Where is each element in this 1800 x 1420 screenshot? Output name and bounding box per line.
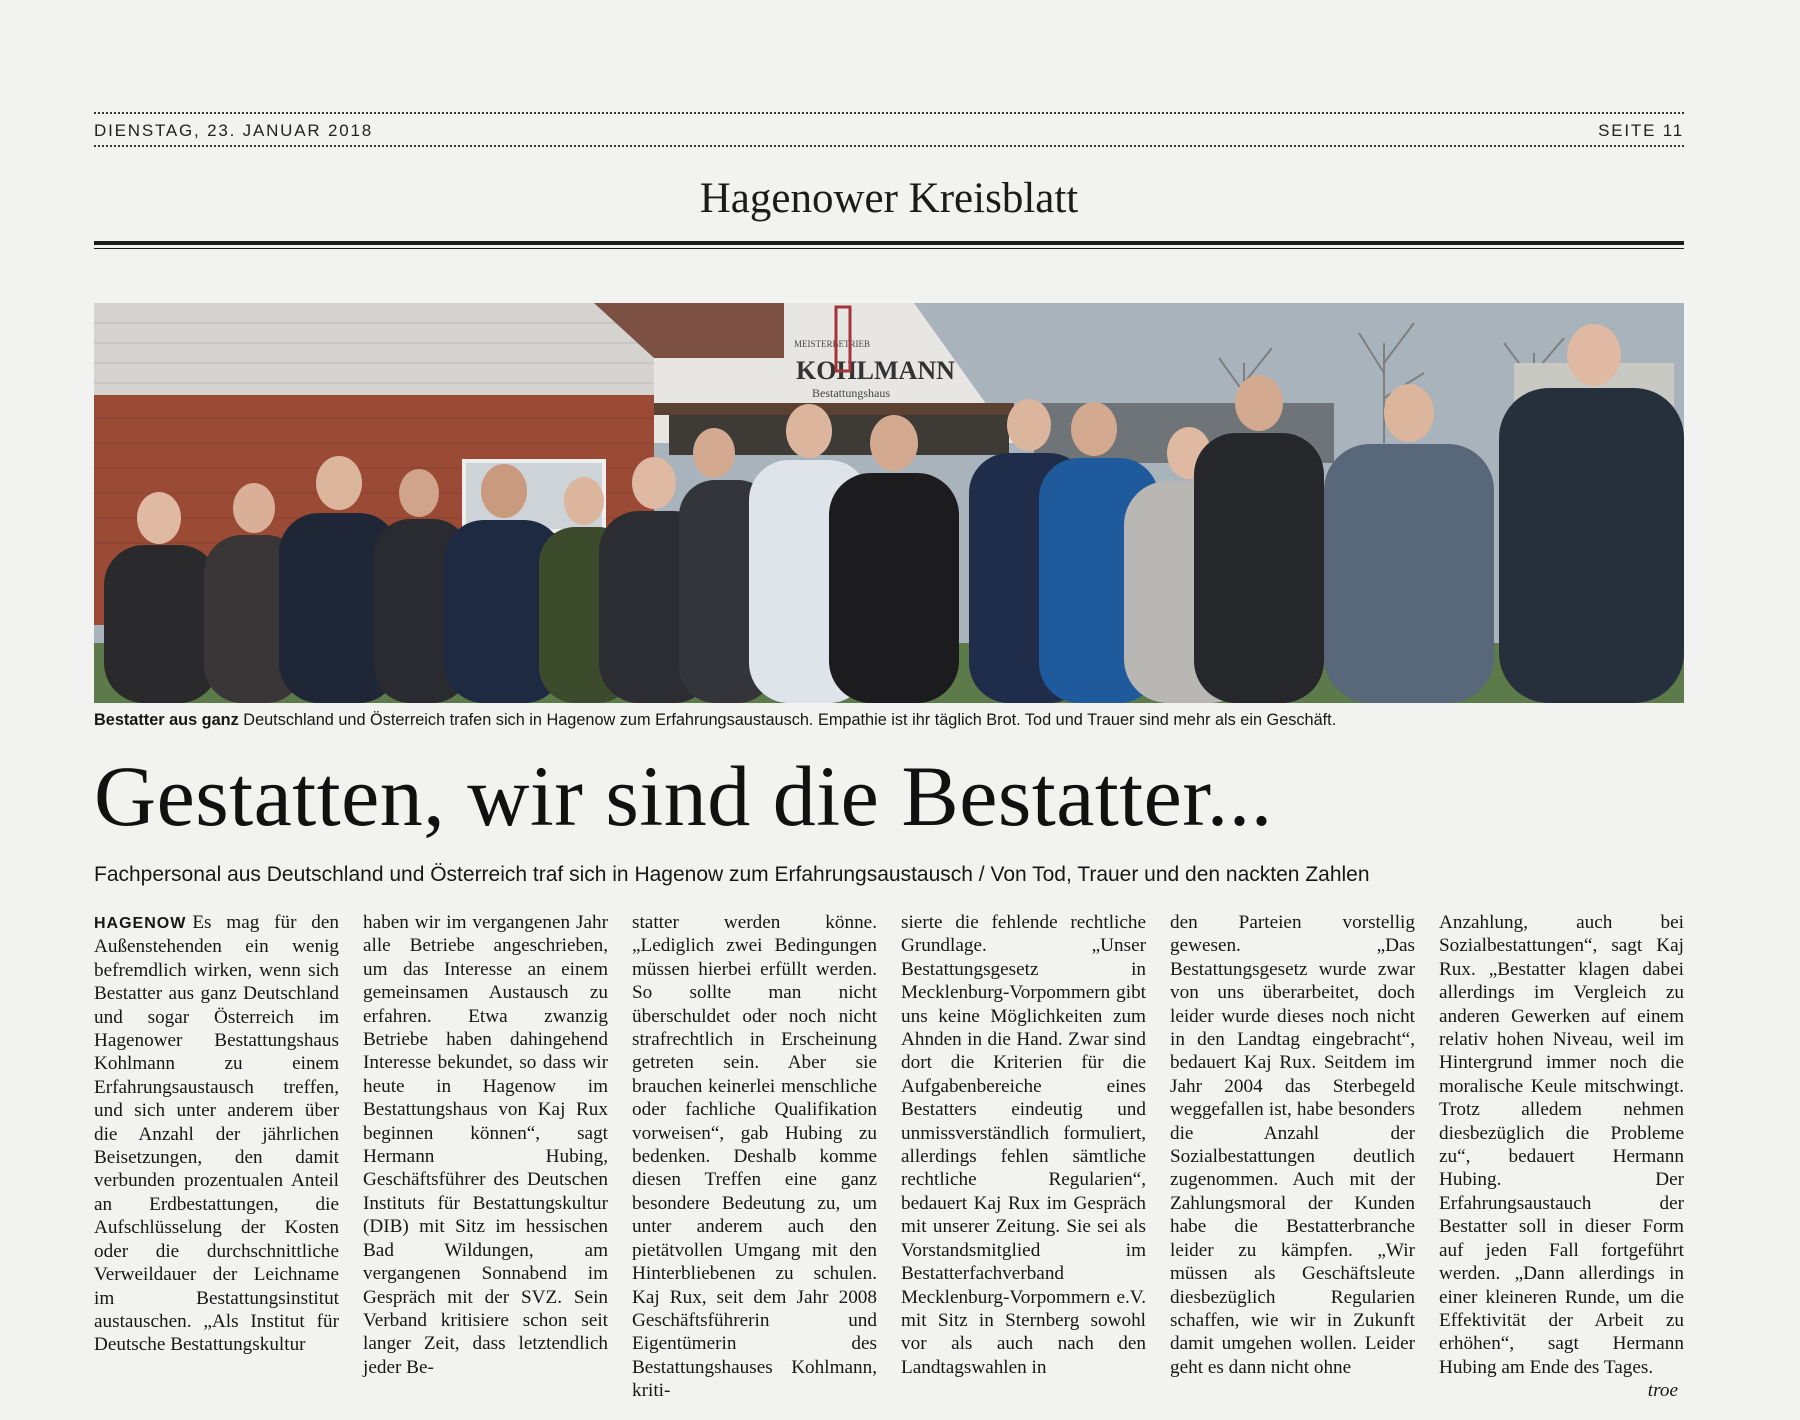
group-photo-illustration (94, 303, 1684, 703)
article-headline: Gestatten, wir sind die Bestatter... (94, 748, 1273, 844)
article-body (94, 911, 1684, 1403)
top-dotted-rule (94, 112, 1684, 114)
masthead: Hagenower Kreisblatt (699, 175, 1079, 222)
article-column-2 (363, 911, 608, 1403)
newspaper-page (94, 112, 1684, 1403)
article-column-3 (632, 911, 877, 1403)
dateline: HAGENOW (94, 915, 187, 932)
masthead-rule-thick (94, 241, 1684, 245)
caption-lead: Bestatter aus ganz (94, 711, 239, 729)
caption-text: Deutschland und Österreich trafen sich in Hagenow zum Erfahrungsaustausch. Empathie ist ihr täglich Brot. Tod und Trauer sind mehr als ein Geschäft. (238, 711, 1337, 729)
column-6-text: Anzahlung, auch bei Sozialbestattungen“, sagt Kaj Rux. „Bestatter klagen dabei allerdings im Vergleich zu anderen Gewerken auf einem relativ hohen Niveau, weil im Hintergrund immer noch die moralische Keule mitschwingt. Trotz alledem nehmen diesbezüglich die Probleme zu“, bedauert Hermann Hubing. Der Erfahrungsaustauch der Bestatter soll in dieser Form auf jeden Fall fortgeführt werden. „Dann allerdings in einer kleineren Runde, um die Effektivität der Arbeit zu erhöhen“, sagt Hermann Hubing am Ende des Tages. (1439, 912, 1684, 1378)
column-4-text: sierte die fehlende rechtliche Grundlage. „Unser Bestattungsgesetz in Mecklenburg-Vorpommern gibt uns keine Möglichkeiten zum Ahnden in die Hand. Zwar sind dort die Kriterien für die Aufgabenbereiche eines Bestatters eindeutig und unmissverständlich formuliert, allerdings fehlen sämtliche rechtliche Regularien“, bedauert Kaj Rux im Gespräch mit unserer Zeitung. Sie sei als Vorstandsmitglied im Bestatterfachverband Mecklenburg-Vorpommern e.V. mit Sitz in Sternberg sowohl vor als auch nach den Landtagswahlen in (901, 912, 1146, 1378)
page-meta (94, 121, 1684, 141)
group-photo (94, 303, 1684, 703)
article-column-4 (901, 911, 1146, 1403)
article-subline: Fachpersonal aus Deutschland und Österreich traf sich in Hagenow zum Erfahrungsaustausch / Von Tod, Trauer und den nackten Zahlen (94, 863, 1370, 886)
column-5-text: den Parteien vorstellig gewesen. „Das Bestattungsgesetz wurde zwar von uns überarbeitet, doch leider wurde dieses noch nicht in den Landtag eingebracht“, bedauert Kaj Rux. Seitdem im Jahr 2004 das Sterbegeld weggefallen ist, habe besonders die Anzahl der Sozialbestattungen deutlich zugenommen. Auch mit der Zahlungsmoral der Kunden habe die Bestatterbranche leider zu kämpfen. „Wir müssen als Geschäftsleute diesbezüglich Regularien schaffen, wie wir in Zukunft damit umgehen wollen. Leider geht es dann nicht ohne (1170, 912, 1415, 1378)
issue-date: DIENSTAG, 23. JANUAR 2018 (94, 121, 373, 140)
masthead-rule-thin (94, 248, 1684, 249)
author-initials: troe (1647, 1380, 1678, 1402)
sign-sub-text: Bestattungshaus (812, 386, 890, 400)
article-column-1 (94, 911, 339, 1403)
page-number: SEITE 11 (1598, 121, 1684, 140)
article-column-6 (1439, 911, 1684, 1403)
column-2-text: haben wir im vergangenen Jahr alle Betriebe angeschrieben, um das Interesse an einem gemeinsamen Austausch zu erfahren. Etwa zwanzig Betriebe haben dahingehend Interesse bekundet, so dass wir heute in Hagenow im Bestattungshaus von Kaj Rux beginnen können“, sagt Hermann Hubing, Geschäftsführer des Deutschen Instituts für Bestattungskultur (DIB) mit Sitz im hessischen Bad Wildungen, am vergangenen Sonnabend im Gespräch mit der SVZ. Sein Verband kritisiere schon seit langer Zeit, dass letztendlich jeder Be- (363, 912, 608, 1378)
column-1-text: Es mag für den Außenstehenden ein wenig befremdlich wirken, wenn sich Bestatter aus ganz Deutschland und sogar Österreich im Hagenower Bestattungshaus Kohlmann zu einem Erfahrungsaustausch treffen, und sich unter anderem über die Anzahl der jährlichen Beisetzungen, den damit verbunden prozentualen Anteil an Erdbestattungen, die Aufschlüsselung der Kosten oder die durchschnittliche Verweildauer der Leichname im Bestattungsinstitut austauschen. „Als Institut für Deutsche Bestattungskultur (94, 912, 339, 1356)
meta-dotted-rule (94, 145, 1684, 147)
sign-small-text: MEISTERBETRIEB (794, 339, 870, 349)
column-3-text: statter werden könne. „Lediglich zwei Bedingungen müssen hierbei erfüllt werden. So sollte man nicht überschuldet oder noch nicht strafrechtlich in Erscheinung getreten sein. Aber sie brauchen keinerlei menschliche oder fachliche Qualifikation vorweisen“, gab Hubing zu bedenken. Deshalb komme diesen Treffen eine ganz besondere Bedeutung zu, um unter anderem auch den pietätvollen Umgang mit den Hinterbliebenen zu schulen. Kaj Rux, seit dem Jahr 2008 Geschäftsführerin und Eigentümerin des Bestattungshauses Kohlmann, kriti- (632, 912, 877, 1402)
photo-caption (94, 709, 1684, 731)
article-column-5 (1170, 911, 1415, 1403)
sign-name-text: KOHLMANN (796, 356, 955, 385)
